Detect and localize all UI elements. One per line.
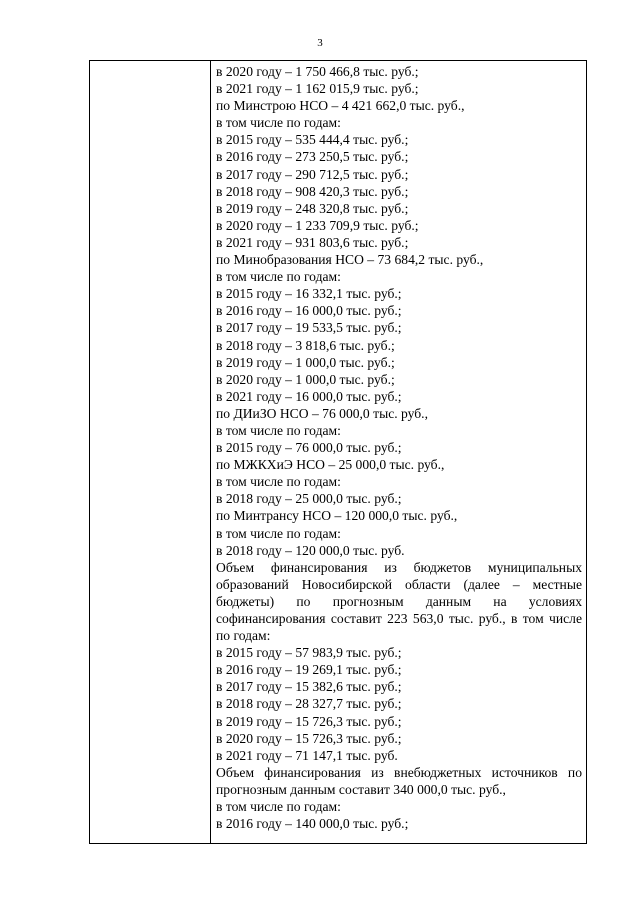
text-line: по Минтрансу НСО – 120 000,0 тыс. руб., [216,508,458,524]
text-line: в 2020 году – 1 000,0 тыс. руб.; [216,371,395,387]
text-line: в 2017 году – 19 533,5 тыс. руб.; [216,320,402,336]
table-right-cell [211,61,586,843]
financing-lines-extrabudgetary [216,798,582,832]
financing-table [89,60,587,844]
text-line: по ДИиЗО НСО – 76 000,0 тыс. руб., [216,405,428,421]
text-line: в том числе по годам: [216,474,341,490]
financing-lines-local [216,644,582,764]
text-line: в 2018 году – 28 327,7 тыс. руб.; [216,696,402,712]
text-line: в 2018 году – 3 818,6 тыс. руб.; [216,337,395,353]
text-line: в 2021 году – 71 147,1 тыс. руб. [216,747,398,763]
text-line: в 2021 году – 16 000,0 тыс. руб.; [216,388,402,404]
text-line: в 2017 году – 15 382,6 тыс. руб.; [216,679,402,695]
financing-lines-regional [216,63,582,559]
text-line: в том числе по годам: [216,115,341,131]
text-line: в том числе по годам: [216,269,341,285]
text-line: в 2016 году – 273 250,5 тыс. руб.; [216,149,409,165]
text-line: в 2021 году – 931 803,6 тыс. руб.; [216,234,409,250]
text-line: в 2016 году – 19 269,1 тыс. руб.; [216,662,402,678]
text-line: в 2020 году – 15 726,3 тыс. руб.; [216,730,402,746]
text-line: в том числе по годам: [216,422,341,438]
paragraph-extrabudgetary: Объем финансирования из внебюджетных источников по прогнозным данным составит 340 000,0 тыс. руб., [216,764,582,797]
text-line: в 2015 году – 535 444,4 тыс. руб.; [216,132,409,148]
text-line: в том числе по годам: [216,525,341,541]
text-line: в 2018 году – 908 420,3 тыс. руб.; [216,183,409,199]
text-line: в 2020 году – 1 750 466,8 тыс. руб.; [216,64,419,79]
text-line: по Минобразования НСО – 73 684,2 тыс. руб., [216,252,484,268]
text-line: в 2019 году – 1 000,0 тыс. руб.; [216,354,395,370]
text-line: в 2015 году – 57 983,9 тыс. руб.; [216,645,402,661]
text-line: в 2017 году – 290 712,5 тыс. руб.; [216,166,409,182]
text-line: в 2015 году – 76 000,0 тыс. руб.; [216,440,402,456]
text-line: в 2019 году – 15 726,3 тыс. руб.; [216,713,402,729]
text-line: в 2019 году – 248 320,8 тыс. руб.; [216,200,409,216]
text-line: в 2018 году – 25 000,0 тыс. руб.; [216,491,402,507]
page-number: 3 [317,37,323,49]
text-line: по Минстрою НСО – 4 421 662,0 тыс. руб., [216,98,465,114]
paragraph-local-budgets: Объем финансирования из бюджетов муниципальных образований Новосибирской области (далее – местные бюджеты) по прогнозным данным на условиях софинансирования составит 223 563,0 тыс. руб., в том числе по годам: [216,559,582,644]
text-line: в 2016 году – 16 000,0 тыс. руб.; [216,303,402,319]
text-line: в 2016 году – 140 000,0 тыс. руб.; [216,816,409,832]
text-line: по МЖКХиЭ НСО – 25 000,0 тыс. руб., [216,457,445,473]
text-line: в том числе по годам: [216,799,341,815]
text-line: в 2021 году – 1 162 015,9 тыс. руб.; [216,81,419,97]
text-line: в 2020 году – 1 233 709,9 тыс. руб.; [216,217,419,233]
table-left-cell [90,61,211,843]
text-line: в 2018 году – 120 000,0 тыс. руб. [216,542,405,558]
text-line: в 2015 году – 16 332,1 тыс. руб.; [216,286,402,302]
